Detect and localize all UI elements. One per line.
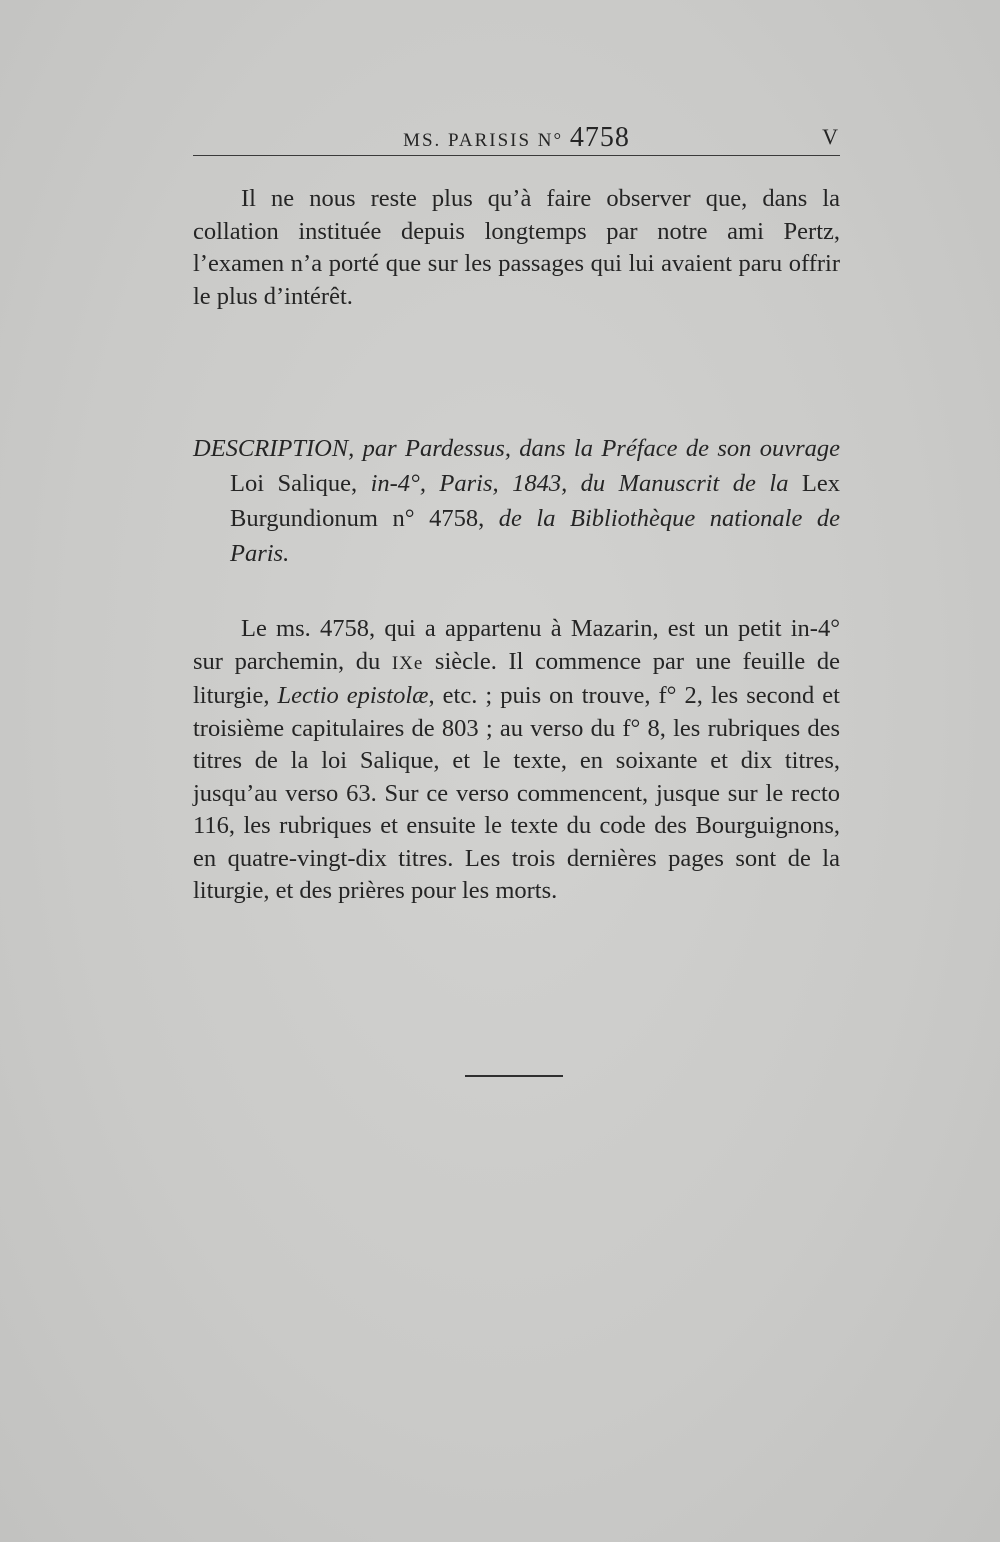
heading-roman-2: Lex Burgundionum n° 4758,: [230, 470, 841, 532]
heading-italic-1: DESCRIPTION, par Pardessus, dans la Préface de son ouvrage: [193, 435, 840, 462]
heading-roman-1: Loi Salique,: [230, 470, 371, 497]
header-rule: [193, 155, 840, 156]
running-title-text: MS. PARISIS N°: [403, 130, 564, 151]
lectio-epistolae: Lectio epistolæ: [277, 682, 429, 709]
heading-italic-3: de la Bibliothèque nationale de Paris.: [230, 505, 840, 567]
century-numeral: IXe: [391, 652, 424, 674]
para2-part3: , etc. ; puis on trouve, f° 2, les second et troisième capitulaires de 803 ; au verso du f° 8, les rubriques des titres de la loi Salique, et le texte, en soixante et dix titres, jusqu’au verso 63. Sur ce verso commencent, jusque sur le recto 116, les rubriques et ensuite le texte du code des Bourguignons, en quatre-vingt-dix titres. Les trois dernières pages sont de la liturgie, et des prières pour les morts.: [193, 682, 840, 904]
running-title: [193, 122, 840, 154]
paragraph-intro: Il ne nous reste plus qu’à faire observer que, dans la collation instituée depuis longtemps par notre ami Pertz, l’examen n’a porté que sur les passages qui lui avaient paru offrir le plus d’intérêt.: [193, 185, 840, 310]
page-number: V: [822, 124, 838, 149]
running-head: [193, 118, 840, 156]
paragraph-description: [193, 613, 840, 908]
description-heading: [193, 431, 840, 571]
section-end-rule: [465, 1075, 563, 1077]
manuscript-number: 4758: [569, 122, 630, 153]
para2-part1: Le ms. 4758, qui a appartenu à Mazarin, est un petit in-4° sur parchemin, du: [193, 615, 840, 675]
para2-part2: siècle. Il commence par une feuille de liturgie,: [193, 647, 840, 709]
heading-italic-2: in-4°, Paris, 1843, du Manuscrit de la: [370, 470, 789, 497]
